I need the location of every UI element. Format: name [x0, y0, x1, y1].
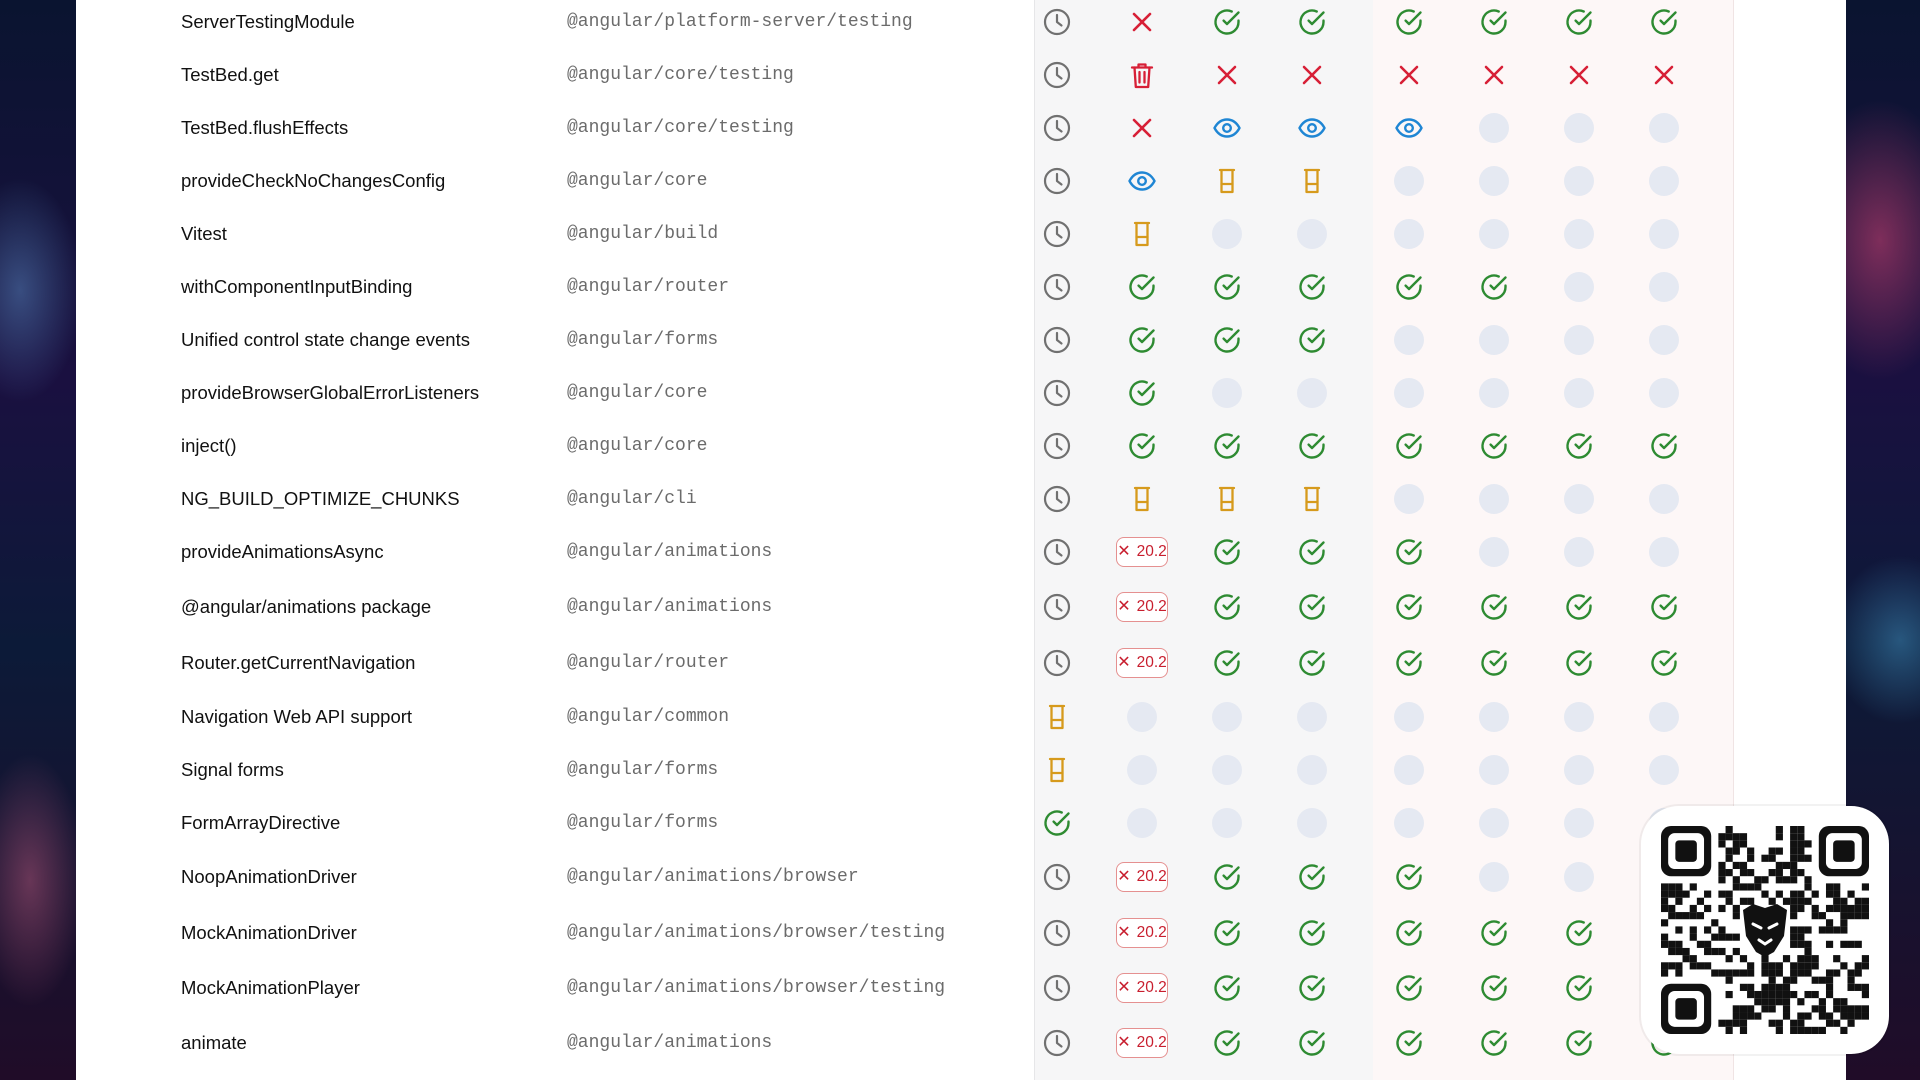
empty-status-dot: [1389, 801, 1429, 845]
check-icon: [1292, 855, 1332, 899]
empty-status-dot: [1559, 695, 1599, 739]
empty-status-dot: [1212, 378, 1242, 408]
empty-status-dot: [1564, 537, 1594, 567]
empty-status-dot: [1644, 159, 1684, 203]
empty-status-dot: [1474, 801, 1514, 845]
empty-status-dot: [1394, 755, 1424, 785]
empty-status-dot: [1649, 537, 1679, 567]
eye-icon: [1207, 106, 1247, 150]
check-icon: [1122, 265, 1162, 309]
check-icon: [1122, 318, 1162, 362]
check-icon: [1292, 641, 1332, 685]
empty-status-dot: [1644, 106, 1684, 150]
empty-status-dot: [1122, 748, 1162, 792]
check-icon: [1389, 530, 1429, 574]
empty-status-dot: [1564, 325, 1594, 355]
removed-version-badge[interactable]: [1116, 1028, 1168, 1058]
empty-status-dot: [1127, 755, 1157, 785]
removed-version-badge[interactable]: [1116, 862, 1168, 892]
feature-name: MockAnimationPlayer: [181, 977, 360, 998]
empty-status-dot: [1389, 477, 1429, 521]
compatibility-table-panel: [76, 0, 1846, 1080]
empty-status-dot: [1559, 855, 1599, 899]
beaker-icon: [1037, 695, 1077, 739]
eye-icon: [1292, 106, 1332, 150]
empty-status-dot: [1644, 318, 1684, 362]
check-icon: [1474, 265, 1514, 309]
empty-status-dot: [1564, 755, 1594, 785]
empty-status-dot: [1212, 702, 1242, 732]
package-name: @angular/build: [567, 224, 719, 244]
package-name: @angular/platform-server/testing: [567, 12, 913, 32]
feature-name: Vitest: [181, 223, 227, 244]
empty-status-dot: [1559, 265, 1599, 309]
x-icon: [1292, 53, 1332, 97]
check-icon: [1389, 0, 1429, 44]
x-icon: ✕: [1117, 1034, 1131, 1051]
empty-status-dot: [1212, 755, 1242, 785]
package-name: @angular/router: [567, 653, 730, 673]
check-icon: [1389, 585, 1429, 629]
check-icon: [1559, 911, 1599, 955]
check-icon: [1292, 318, 1332, 362]
empty-status-dot: [1474, 477, 1514, 521]
empty-status-dot: [1127, 702, 1157, 732]
check-icon: [1389, 855, 1429, 899]
empty-status-dot: [1389, 371, 1429, 415]
check-icon: [1389, 265, 1429, 309]
table-row: [76, 1021, 1846, 1065]
check-icon: [1292, 424, 1332, 468]
table-row: [76, 265, 1846, 309]
empty-status-dot: [1474, 318, 1514, 362]
empty-status-dot: [1207, 371, 1247, 415]
empty-status-dot: [1644, 265, 1684, 309]
empty-status-dot: [1479, 325, 1509, 355]
empty-status-dot: [1564, 272, 1594, 302]
version-label: 20.2: [1136, 598, 1167, 615]
empty-status-dot: [1649, 166, 1679, 196]
package-name: @angular/animations: [567, 1033, 773, 1053]
feature-name: FormArrayDirective: [181, 812, 341, 833]
x-icon: ✕: [1117, 868, 1131, 885]
table-row: [76, 159, 1846, 203]
removed-version-badge[interactable]: [1116, 537, 1168, 567]
check-icon: [1207, 855, 1247, 899]
empty-status-dot: [1297, 378, 1327, 408]
empty-status-dot: [1564, 808, 1594, 838]
empty-status-dot: [1644, 695, 1684, 739]
beaker-icon: [1037, 748, 1077, 792]
beaker-icon: [1292, 159, 1332, 203]
check-icon: [1559, 966, 1599, 1010]
empty-status-dot: [1394, 166, 1424, 196]
check-icon: [1474, 911, 1514, 955]
clock-icon: [1037, 424, 1077, 468]
empty-status-dot: [1474, 695, 1514, 739]
package-name: @angular/animations/browser/testing: [567, 978, 946, 998]
x-icon: [1644, 53, 1684, 97]
x-icon: ✕: [1117, 654, 1131, 671]
empty-status-dot: [1297, 755, 1327, 785]
table-row: [76, 801, 1846, 845]
beaker-icon: [1207, 159, 1247, 203]
empty-status-dot: [1389, 318, 1429, 362]
package-name: @angular/animations: [567, 542, 773, 562]
empty-status-dot: [1644, 477, 1684, 521]
check-icon: [1559, 424, 1599, 468]
table-row: [76, 530, 1846, 574]
empty-status-dot: [1479, 862, 1509, 892]
empty-status-dot: [1564, 166, 1594, 196]
empty-status-dot: [1564, 378, 1594, 408]
check-icon: [1207, 318, 1247, 362]
empty-status-dot: [1649, 219, 1679, 249]
removed-version-badge[interactable]: [1117, 966, 1167, 1010]
empty-status-dot: [1297, 702, 1327, 732]
clock-icon: [1037, 212, 1077, 256]
beaker-icon: [1207, 477, 1247, 521]
empty-status-dot: [1207, 801, 1247, 845]
empty-status-dot: [1559, 212, 1599, 256]
table-row: [76, 585, 1846, 629]
check-icon: [1207, 1021, 1247, 1065]
feature-name: inject(): [181, 435, 237, 456]
removed-version-badge[interactable]: [1117, 585, 1167, 629]
version-label: 20.2: [1136, 924, 1167, 941]
check-icon: [1207, 585, 1247, 629]
removed-version-badge[interactable]: [1116, 973, 1168, 1003]
x-icon: [1474, 53, 1514, 97]
check-icon: [1559, 0, 1599, 44]
empty-status-dot: [1292, 371, 1332, 415]
table-row: [76, 695, 1846, 739]
empty-status-dot: [1564, 862, 1594, 892]
empty-status-dot: [1559, 106, 1599, 150]
empty-status-dot: [1649, 755, 1679, 785]
check-icon: [1207, 641, 1247, 685]
beaker-icon: [1122, 477, 1162, 521]
empty-status-dot: [1474, 159, 1514, 203]
package-name: @angular/core/testing: [567, 65, 794, 85]
empty-status-dot: [1394, 484, 1424, 514]
table-row: [76, 855, 1846, 899]
empty-status-dot: [1394, 808, 1424, 838]
table-row: [76, 53, 1846, 97]
empty-status-dot: [1479, 219, 1509, 249]
check-icon: [1292, 1021, 1332, 1065]
empty-status-dot: [1479, 808, 1509, 838]
empty-status-dot: [1564, 702, 1594, 732]
x-icon: [1559, 53, 1599, 97]
check-icon: [1389, 966, 1429, 1010]
removed-version-badge[interactable]: [1116, 592, 1168, 622]
empty-status-dot: [1649, 325, 1679, 355]
empty-status-dot: [1649, 378, 1679, 408]
table-row: [76, 106, 1846, 150]
removed-version-badge[interactable]: [1117, 911, 1167, 955]
empty-status-dot: [1649, 113, 1679, 143]
check-icon: [1644, 0, 1684, 44]
empty-status-dot: [1474, 855, 1514, 899]
empty-status-dot: [1564, 484, 1594, 514]
version-label: 20.2: [1136, 654, 1167, 671]
empty-status-dot: [1644, 371, 1684, 415]
empty-status-dot: [1207, 748, 1247, 792]
empty-status-dot: [1479, 378, 1509, 408]
empty-status-dot: [1559, 371, 1599, 415]
package-name: @angular/core: [567, 436, 708, 456]
check-icon: [1292, 585, 1332, 629]
empty-status-dot: [1559, 477, 1599, 521]
feature-name: ServerTestingModule: [181, 11, 355, 32]
clock-icon: [1037, 966, 1077, 1010]
check-icon: [1559, 585, 1599, 629]
check-icon: [1644, 641, 1684, 685]
package-name: @angular/forms: [567, 760, 719, 780]
empty-status-dot: [1389, 695, 1429, 739]
feature-name: Unified control state change events: [181, 329, 470, 350]
feature-name: TestBed.get: [181, 64, 279, 85]
check-icon: [1389, 641, 1429, 685]
clock-icon: [1037, 855, 1077, 899]
clock-icon: [1037, 0, 1077, 44]
eye-icon: [1122, 159, 1162, 203]
empty-status-dot: [1297, 808, 1327, 838]
empty-status-dot: [1127, 808, 1157, 838]
empty-status-dot: [1394, 219, 1424, 249]
empty-status-dot: [1122, 695, 1162, 739]
check-icon: [1559, 1021, 1599, 1065]
eye-icon: [1389, 106, 1429, 150]
empty-status-dot: [1564, 219, 1594, 249]
table-row: [76, 424, 1846, 468]
empty-status-dot: [1474, 530, 1514, 574]
check-icon: [1207, 424, 1247, 468]
table-row: [76, 966, 1846, 1010]
feature-name: animate: [181, 1032, 247, 1053]
empty-status-dot: [1644, 748, 1684, 792]
clock-icon: [1037, 159, 1077, 203]
beaker-icon: [1122, 212, 1162, 256]
feature-name: NoopAnimationDriver: [181, 866, 357, 887]
package-name: @angular/router: [567, 277, 730, 297]
empty-status-dot: [1292, 695, 1332, 739]
feature-name: Navigation Web API support: [181, 706, 413, 727]
removed-version-badge[interactable]: [1117, 1021, 1167, 1065]
empty-status-dot: [1474, 371, 1514, 415]
check-icon: [1292, 0, 1332, 44]
removed-version-badge[interactable]: [1116, 648, 1168, 678]
clock-icon: [1037, 265, 1077, 309]
empty-status-dot: [1394, 325, 1424, 355]
removed-version-badge[interactable]: [1117, 530, 1167, 574]
x-icon: [1122, 106, 1162, 150]
package-name: @angular/cli: [567, 489, 697, 509]
check-icon: [1292, 911, 1332, 955]
version-label: 20.2: [1136, 868, 1167, 885]
clock-icon: [1037, 53, 1077, 97]
package-name: @angular/animations/browser/testing: [567, 923, 946, 943]
feature-name: provideBrowserGlobalErrorListeners: [181, 382, 480, 403]
table-row: [76, 477, 1846, 521]
empty-status-dot: [1394, 702, 1424, 732]
empty-status-dot: [1292, 801, 1332, 845]
empty-status-dot: [1389, 748, 1429, 792]
x-icon: ✕: [1117, 924, 1131, 941]
table-row: [76, 748, 1846, 792]
feature-name: Signal forms: [181, 759, 284, 780]
empty-status-dot: [1564, 113, 1594, 143]
table-row: [76, 911, 1846, 955]
check-icon: [1559, 641, 1599, 685]
version-label: 20.2: [1136, 543, 1167, 560]
empty-status-dot: [1559, 530, 1599, 574]
x-icon: ✕: [1117, 979, 1131, 996]
package-name: @angular/common: [567, 707, 730, 727]
empty-status-dot: [1292, 748, 1332, 792]
package-name: @angular/core/testing: [567, 118, 794, 138]
check-icon: [1207, 0, 1247, 44]
feature-name: TestBed.flushEffects: [181, 117, 349, 138]
check-icon: [1474, 641, 1514, 685]
trash-icon: [1122, 53, 1162, 97]
package-name: @angular/animations/browser: [567, 867, 859, 887]
package-name: @angular/forms: [567, 813, 719, 833]
empty-status-dot: [1389, 212, 1429, 256]
clock-icon: [1037, 530, 1077, 574]
check-icon: [1292, 530, 1332, 574]
check-icon: [1292, 966, 1332, 1010]
empty-status-dot: [1559, 801, 1599, 845]
clock-icon: [1037, 371, 1077, 415]
removed-version-badge[interactable]: [1116, 918, 1168, 948]
clock-icon: [1037, 585, 1077, 629]
removed-version-badge[interactable]: [1117, 641, 1167, 685]
table-row: [76, 641, 1846, 685]
empty-status-dot: [1559, 748, 1599, 792]
clock-icon: [1037, 106, 1077, 150]
empty-status-dot: [1207, 212, 1247, 256]
qr-code-image: [1661, 826, 1869, 1034]
clock-icon: [1037, 1021, 1077, 1065]
check-icon: [1389, 424, 1429, 468]
empty-status-dot: [1479, 166, 1509, 196]
empty-status-dot: [1474, 212, 1514, 256]
clock-icon: [1037, 318, 1077, 362]
feature-name: NG_BUILD_OPTIMIZE_CHUNKS: [181, 488, 460, 509]
empty-status-dot: [1479, 484, 1509, 514]
empty-status-dot: [1297, 219, 1327, 249]
package-name: @angular/core: [567, 383, 708, 403]
empty-status-dot: [1559, 159, 1599, 203]
check-icon: [1389, 911, 1429, 955]
check-icon: [1474, 424, 1514, 468]
table-row: [76, 318, 1846, 362]
check-icon: [1474, 0, 1514, 44]
clock-icon: [1037, 477, 1077, 521]
package-name: @angular/core: [567, 171, 708, 191]
empty-status-dot: [1479, 702, 1509, 732]
check-icon: [1292, 265, 1332, 309]
empty-status-dot: [1479, 755, 1509, 785]
version-label: 20.2: [1136, 1034, 1167, 1051]
check-icon: [1207, 530, 1247, 574]
x-icon: [1207, 53, 1247, 97]
check-icon: [1122, 424, 1162, 468]
empty-status-dot: [1474, 748, 1514, 792]
empty-status-dot: [1649, 702, 1679, 732]
x-icon: [1389, 53, 1429, 97]
feature-name: provideCheckNoChangesConfig: [181, 170, 446, 191]
empty-status-dot: [1122, 801, 1162, 845]
feature-name: Router.getCurrentNavigation: [181, 652, 416, 673]
table-row: [76, 371, 1846, 415]
check-icon: [1122, 371, 1162, 415]
empty-status-dot: [1644, 530, 1684, 574]
check-icon: [1644, 585, 1684, 629]
empty-status-dot: [1394, 378, 1424, 408]
check-icon: [1474, 1021, 1514, 1065]
clock-icon: [1037, 641, 1077, 685]
package-name: @angular/forms: [567, 330, 719, 350]
beaker-icon: [1292, 477, 1332, 521]
empty-status-dot: [1207, 695, 1247, 739]
empty-status-dot: [1474, 106, 1514, 150]
empty-status-dot: [1649, 484, 1679, 514]
empty-status-dot: [1479, 537, 1509, 567]
check-icon: [1389, 1021, 1429, 1065]
empty-status-dot: [1479, 113, 1509, 143]
lion-logo-icon: [1743, 904, 1787, 957]
qr-code-card[interactable]: [1641, 806, 1889, 1054]
feature-name: MockAnimationDriver: [181, 922, 357, 943]
check-icon: [1474, 966, 1514, 1010]
check-icon: [1037, 801, 1077, 845]
empty-status-dot: [1389, 159, 1429, 203]
empty-status-dot: [1292, 212, 1332, 256]
check-icon: [1644, 424, 1684, 468]
feature-name: withComponentInputBinding: [181, 276, 413, 297]
empty-status-dot: [1644, 212, 1684, 256]
feature-name: provideAnimationsAsync: [181, 541, 384, 562]
check-icon: [1474, 585, 1514, 629]
table-row: [76, 212, 1846, 256]
empty-status-dot: [1559, 318, 1599, 362]
version-label: 20.2: [1136, 979, 1167, 996]
x-icon: [1122, 0, 1162, 44]
x-icon: ✕: [1117, 598, 1131, 615]
removed-version-badge[interactable]: [1117, 855, 1167, 899]
check-icon: [1207, 911, 1247, 955]
package-name: @angular/animations: [567, 597, 773, 617]
empty-status-dot: [1649, 272, 1679, 302]
empty-status-dot: [1212, 219, 1242, 249]
check-icon: [1207, 966, 1247, 1010]
table-row: [76, 0, 1846, 44]
check-icon: [1207, 265, 1247, 309]
clock-icon: [1037, 911, 1077, 955]
x-icon: ✕: [1117, 543, 1131, 560]
empty-status-dot: [1212, 808, 1242, 838]
feature-name: @angular/animations package: [181, 596, 432, 617]
